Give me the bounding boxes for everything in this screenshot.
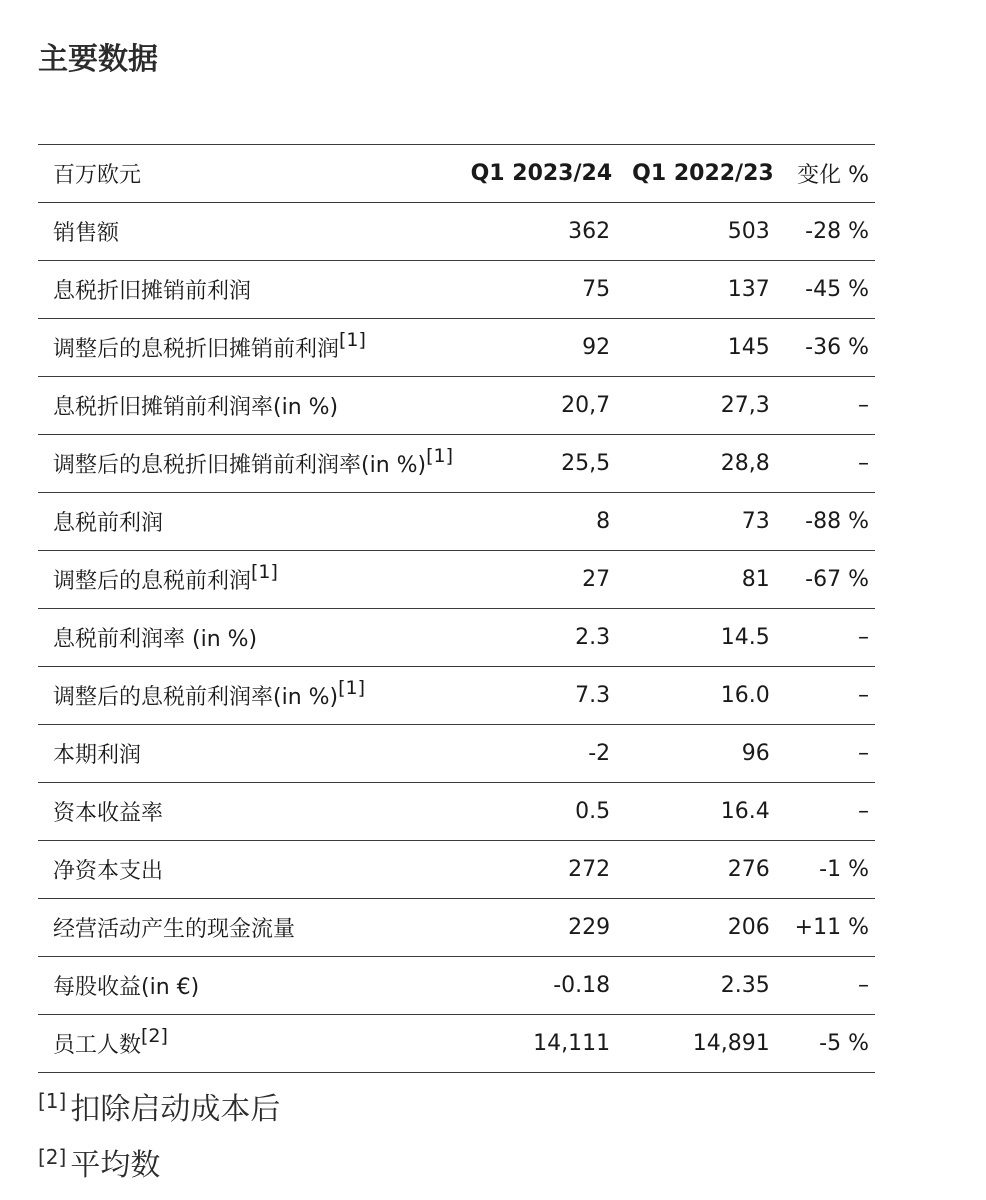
table-row — [38, 667, 875, 725]
header-change: 变化 % — [794, 145, 875, 203]
value-q1-2022: 16.4 — [632, 783, 794, 841]
value-q1-2022: 96 — [632, 725, 794, 783]
row-label: 调整后的息税前利润 — [53, 569, 252, 594]
value-change: -88 % — [794, 493, 875, 551]
value-q1-2022: 27,3 — [632, 377, 794, 435]
row-label-cell — [38, 261, 467, 319]
table-body — [38, 203, 875, 1073]
row-label: 经营活动产生的现金流量 — [53, 917, 296, 942]
table-row — [38, 725, 875, 783]
row-label: 调整后的息税折旧摊销前利润率(in %) — [53, 453, 427, 478]
row-label-cell — [38, 551, 467, 609]
row-label-cell — [38, 783, 467, 841]
value-q1-2022: 2.35 — [632, 957, 794, 1015]
row-label-cell — [38, 203, 467, 261]
row-label-cell — [38, 667, 467, 725]
value-change: – — [794, 377, 875, 435]
value-q1-2023: 272 — [467, 841, 632, 899]
table-row — [38, 899, 875, 957]
value-q1-2023: 75 — [467, 261, 632, 319]
row-label-cell — [38, 725, 467, 783]
value-change: -1 % — [794, 841, 875, 899]
footnote — [38, 1088, 280, 1144]
row-label: 息税前利润率 (in %) — [53, 627, 258, 652]
footnote-reference: [2] — [141, 1024, 168, 1047]
row-label: 息税前利润 — [53, 511, 164, 536]
header-unit: 百万欧元 — [38, 145, 467, 203]
value-q1-2023: 7.3 — [467, 667, 632, 725]
footnote-reference: [1] — [338, 676, 366, 699]
value-q1-2022: 137 — [632, 261, 794, 319]
row-label: 资本收益率 — [53, 801, 164, 826]
value-q1-2023: 8 — [467, 493, 632, 551]
value-q1-2023: -2 — [467, 725, 632, 783]
value-q1-2022: 16.0 — [632, 667, 794, 725]
value-q1-2023: 229 — [467, 899, 632, 957]
value-q1-2022: 81 — [632, 551, 794, 609]
value-q1-2022: 14.5 — [632, 609, 794, 667]
row-label-cell — [38, 609, 467, 667]
table-row — [38, 261, 875, 319]
row-label-cell — [38, 841, 467, 899]
value-q1-2022: 276 — [632, 841, 794, 899]
value-q1-2023: 27 — [467, 551, 632, 609]
page-title: 主要数据 — [38, 42, 158, 77]
row-label-cell — [38, 377, 467, 435]
value-q1-2022: 206 — [632, 899, 794, 957]
row-label: 每股收益(in €) — [53, 975, 200, 1000]
footnotes — [38, 1088, 280, 1200]
table-row — [38, 1015, 875, 1073]
row-label: 息税折旧摊销前利润率(in %) — [53, 395, 339, 420]
row-label: 净资本支出 — [53, 859, 164, 884]
value-q1-2023: -0.18 — [467, 957, 632, 1015]
value-change: – — [794, 725, 875, 783]
value-q1-2023: 20,7 — [467, 377, 632, 435]
value-change: – — [794, 435, 875, 493]
footnote-reference: [1] — [251, 560, 278, 583]
table-row — [38, 493, 875, 551]
table-row — [38, 319, 875, 377]
value-change: – — [794, 667, 875, 725]
value-q1-2023: 2.3 — [467, 609, 632, 667]
row-label: 销售额 — [53, 221, 120, 246]
value-change: -36 % — [794, 319, 875, 377]
row-label-cell — [38, 319, 467, 377]
value-q1-2023: 92 — [467, 319, 632, 377]
value-change: -5 % — [794, 1015, 875, 1073]
table-row — [38, 377, 875, 435]
row-label: 息税折旧摊销前利润 — [53, 279, 252, 304]
table-row — [38, 609, 875, 667]
value-q1-2023: 362 — [467, 203, 632, 261]
table-header-row — [38, 145, 875, 203]
footnote-mark: [1] — [38, 1089, 67, 1113]
value-q1-2022: 14,891 — [632, 1015, 794, 1073]
value-change: -67 % — [794, 551, 875, 609]
footnote-text: 扣除启动成本后 — [70, 1092, 281, 1127]
header-q1-2023: Q1 2023/24 — [467, 145, 632, 203]
row-label: 调整后的息税折旧摊销前利润 — [53, 337, 340, 362]
table-row — [38, 957, 875, 1015]
footnote — [38, 1144, 280, 1200]
header-q1-2022: Q1 2022/23 — [632, 145, 794, 203]
value-change: -28 % — [794, 203, 875, 261]
key-figures-table — [38, 144, 875, 1073]
value-change: – — [794, 783, 875, 841]
value-q1-2023: 0.5 — [467, 783, 632, 841]
row-label-cell — [38, 435, 467, 493]
value-q1-2022: 28,8 — [632, 435, 794, 493]
footnote-reference: [1] — [339, 328, 366, 351]
table-row — [38, 551, 875, 609]
footnote-reference: [1] — [426, 444, 454, 467]
footnote-mark: [2] — [38, 1145, 67, 1169]
row-label: 调整后的息税前利润率(in %) — [53, 685, 339, 710]
value-q1-2022: 145 — [632, 319, 794, 377]
table-row — [38, 203, 875, 261]
table-row — [38, 435, 875, 493]
value-change: +11 % — [794, 899, 875, 957]
value-q1-2023: 25,5 — [467, 435, 632, 493]
row-label: 本期利润 — [53, 743, 142, 768]
table-row — [38, 783, 875, 841]
value-change: – — [794, 957, 875, 1015]
value-q1-2023: 14,111 — [467, 1015, 632, 1073]
table-row — [38, 841, 875, 899]
row-label-cell — [38, 957, 467, 1015]
row-label-cell — [38, 899, 467, 957]
value-change: – — [794, 609, 875, 667]
row-label-cell — [38, 493, 467, 551]
value-q1-2022: 503 — [632, 203, 794, 261]
value-q1-2022: 73 — [632, 493, 794, 551]
footnote-text: 平均数 — [70, 1148, 161, 1183]
row-label-cell — [38, 1015, 467, 1073]
row-label: 员工人数 — [53, 1033, 142, 1058]
value-change: -45 % — [794, 261, 875, 319]
